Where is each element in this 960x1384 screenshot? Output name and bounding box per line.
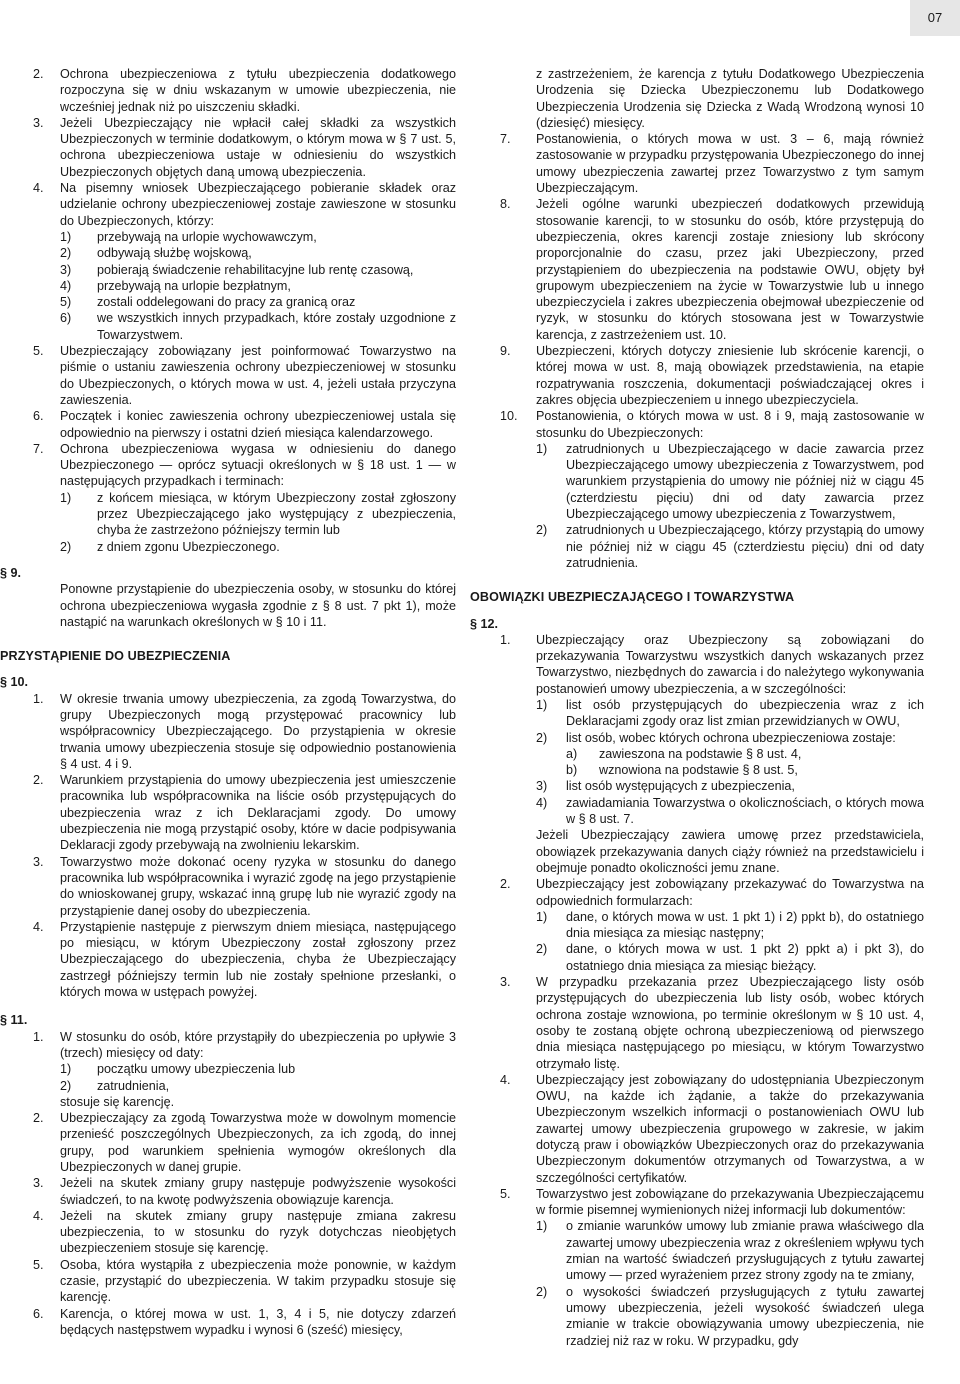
sub-item <box>500 941 924 974</box>
paragraph-item <box>500 974 924 1072</box>
paragraph-item-text: Osoba, która wystąpiła z ubezpieczenia może ponownie, w każdym czasie, przystąpić do ubezpieczenia. W takim przypadku stosuje się karencję. <box>60 1257 456 1305</box>
paragraph-item-text: Ochrona ubezpieczeniowa wygasa w odniesieniu do danego Ubezpieczonego — oprócz sytuacji określonych w § 18 ust. 1 — w następujących przypadkach i terminach: <box>60 441 456 489</box>
sub-item-number: 1) <box>60 490 72 505</box>
paragraph-item <box>500 408 924 441</box>
sub-item <box>8 1078 456 1094</box>
paragraph-item-text: Ubezpieczający jest zobowiązany do udostępniania Ubezpieczonym OWU, na każde ich żądanie, a także do przekazywania Ubezpieczonym wszelkich informacji o postanowieniach OWU lub zawartej umowy ubezpieczenia grupowego w zakresie, w jakim dotyczą praw i obowiązków Ubezpieczonych oraz do przekazywania Ubezpieczonym dokumentów otrzymanych od Towarzystwa, a w szczególności certyfikatów. <box>536 1072 924 1185</box>
paragraph-item <box>8 1110 456 1175</box>
paragraph-item <box>8 1208 456 1257</box>
paragraph-item-text: Ubezpieczający jest zobowiązany przekazywać do Towarzystwa na odpowiednich formularzach: <box>536 877 924 908</box>
paragraph-item <box>8 1029 456 1062</box>
sub-sub-item-text: wznowiona na podstawie § 8 ust. 5, <box>599 763 798 778</box>
sub-item-text: zatrudnionych u Ubezpieczającego w dacie zawarcia przez Ubezpieczającego umowy ubezpieczenia z Towarzystwem, pod warunkiem przystąpienia do umowy nie później niż w ciągu 45 (czterdziestu pięciu) dni od daty zawarcia przez Ubezpieczającego umowy ubezpieczenia z Towarzystwem, <box>566 441 924 522</box>
sub-item-number: 1) <box>536 909 548 924</box>
paragraph-item-text: Jeżeli na skutek zmiany grupy następuje podwyższenie wysokości świadczeń, to na kwotę podwyższenia obowiązuje karencja. <box>60 1176 456 1207</box>
sub-item <box>8 310 456 343</box>
sub-item-number: 4) <box>60 278 72 293</box>
paragraph-item-number: 9. <box>500 344 511 359</box>
paragraph-item-text: Jeżeli na skutek zmiany grupy następuje zmiana zakresu ubezpieczenia, to w stosunku do ryzyk dotychczas nieobjętych ubezpieczeniem stosuje się karencję. <box>60 1208 456 1256</box>
sub-item-text: z końcem miesiąca, w którym Ubezpieczony został zgłoszony przez Ubezpieczającego jako występujący z ubezpieczenia, chyba że zastrzeżono późniejszy termin lub <box>97 490 456 538</box>
sub-item-number: 4) <box>536 795 548 810</box>
sub-item-number: 1) <box>536 441 548 456</box>
paragraph-item-number: 4. <box>500 1072 511 1087</box>
paragraph-item <box>500 1072 924 1186</box>
sub-item <box>500 1218 924 1283</box>
paragraph-item-number: 5. <box>33 344 44 359</box>
paragraph-item-text: Postanowienia, o których mowa w ust. 3 – 6, mają również zastosowanie w przypadku przystępowania Ubezpieczonego do innej umowy ubezpieczenia zawartej przez Towarzystwo z tym samym Ubezpieczającym. <box>536 132 924 196</box>
sub-item-number: 5) <box>60 295 72 310</box>
sub-sub-item <box>500 762 924 778</box>
paragraph-item-text: Ubezpieczający zobowiązany jest poinformować Towarzystwo na piśmie o ustaniu zawieszenia ochrony ubezpieczeniowej w stosunku do Ubezpieczonych, o których mowa w ust. 4, jeżeli ustała przyczyna zawieszenia. <box>60 344 456 407</box>
paragraph-item-text: Warunkiem przystąpienia do umowy ubezpieczenia jest umieszczenie pracownika lub współpracownika na liście osób przystępujących do ubezpieczenia wraz z ich Deklaracjami zgody. Do umowy ubezpieczenia nie mogą przystąpić osoby, które w dacie podpisywania Deklaracji zgody przebywają na zwolnieniu lekarskim. <box>60 773 456 853</box>
sub-item-text: zatrudnienia, <box>97 1078 170 1093</box>
paragraph-item <box>500 196 924 343</box>
sub-item-text: o wysokości świadczeń przysługujących z tytułu zawartej umowy ubezpieczenia, jeżeli wysokość świadczeń ulega zmianie w trakcie obowiązywania umowy ubezpieczenia, nie rzadziej niż raz w roku. W przypadku, gdy <box>566 1284 924 1348</box>
paragraph-item-text: Ubezpieczający oraz Ubezpieczony są zobowiązani do przekazywania Towarzystwu wszystkich danych wskazanych przez Towarzystwo, niezbędnych do zawarcia i do należytego wykonywania postanowień umowy ubezpieczenia, a w szczególności: <box>536 632 924 696</box>
paragraph-item-text: Karencja, o której mowa w ust. 1, 3, 4 i 5, nie dotyczy zdarzeń będących następstwem wypadku i wynosi 6 (sześć) miesięcy, <box>60 1306 456 1337</box>
paragraph-tail: stosuje się karencję. <box>60 1094 175 1109</box>
paragraph-item-number: 5. <box>500 1186 511 1201</box>
paragraph-item <box>8 919 456 1000</box>
right-column <box>470 66 924 1349</box>
paragraph-item <box>8 854 456 919</box>
paragraph-item <box>8 1175 456 1208</box>
sub-sub-item-text: zawieszona na podstawie § 8 ust. 4, <box>599 746 802 761</box>
sub-sub-item-number: b) <box>566 763 578 778</box>
page-number: 07 <box>927 10 943 25</box>
paragraph-item <box>8 180 456 229</box>
paragraph-item-number: 2. <box>33 1111 44 1126</box>
sub-item-text: początku umowy ubezpieczenia lub <box>97 1062 296 1077</box>
sub-item-text: odbywają służbę wojskową, <box>97 246 252 261</box>
paragraph-item-number: 10. <box>500 409 518 424</box>
paragraph-item <box>8 1306 456 1339</box>
sub-item <box>500 795 924 828</box>
sub-item <box>500 909 924 942</box>
sub-item-text: list osób, wobec których ochrona ubezpieczeniowa zostaje: <box>566 730 896 745</box>
paragraph-item-number: 5. <box>33 1257 44 1272</box>
paragraph-item-number: 3. <box>33 854 44 869</box>
paragraph-item-number: 4. <box>33 181 44 196</box>
sub-item-number: 3) <box>60 262 72 277</box>
sub-item <box>500 441 924 522</box>
paragraph-item-text: W stosunku do osób, które przystąpiły do ubezpieczenia po upływie 3 (trzech) miesięcy od daty: <box>60 1029 456 1060</box>
sub-item <box>500 697 924 730</box>
paragraph-item-number: 6. <box>33 1306 44 1321</box>
paragraph-item <box>8 772 456 853</box>
section-number-10: § 10. <box>0 675 29 690</box>
paragraph-tail: Jeżeli Ubezpieczający zawiera umowę przez przedstawiciela, obowiązek przekazywania danych ciąży również na przedstawicielu i obejmuje ponadto okoliczności jemu znane. <box>536 828 924 875</box>
sub-sub-item <box>500 746 924 762</box>
paragraph-item-text: Towarzystwo jest zobowiązane do przekazywania Ubezpieczającemu w formie pisemnej wymienionych niżej informacji lub dokumentów: <box>536 1186 924 1218</box>
paragraph-item-text: Ubezpieczający za zgodą Towarzystwa może w dowolnym momencie przenieść poszczególnych Ubezpieczonych, za ich zgodą, do innej grupy, pod warunkiem spełnienia wymogów określonych dla Ubezpieczonych w danej grupie. <box>60 1111 456 1174</box>
paragraph-item <box>500 1186 924 1219</box>
sub-item-text: zawiadamiania Towarzystwa o okolicznościach, o których mowa w § 8 ust. 7. <box>566 795 924 827</box>
paragraph-item-text: Jeżeli Ubezpieczający nie wpłacił całej składki za wszystkich Ubezpieczonych w terminie dodatkowym, o którym mowa w § 7 ust. 5, ochrona ubezpieczeniowa ustaje w odniesieniu do wszystkich Ubezpieczonych objętych daną umową ubezpieczenia. <box>60 115 456 179</box>
sub-item-number: 2) <box>536 730 548 745</box>
paragraph-item-text: W przypadku przekazania przez Ubezpieczającego listy osób przystępujących do ubezpieczenia lub listy osób, wobec których ochrona zostaje wznowiona, po terminie określonym w § 10 ust. 4, osoby te zostaną objęte ochroną ubezpieczeniową od pierwszego dnia miesiąca następującego po miesiącu, w którym Towarzystwo otrzymało listę. <box>536 975 924 1071</box>
paragraph-item <box>8 66 456 115</box>
paragraph-item <box>8 343 456 408</box>
sub-item-number: 2) <box>536 523 548 538</box>
sub-item <box>8 490 456 539</box>
section-heading-join: PRZYSTĄPIENIE DO UBEZPIECZENIA <box>0 649 231 664</box>
paragraph-item-number: 1. <box>33 691 44 706</box>
sub-item-number: 1) <box>536 1219 548 1234</box>
paragraph-item-text: Ochrona ubezpieczeniowa z tytułu ubezpieczenia dodatkowego rozpoczyna się w dniu wskazanym w umowie ubezpieczenia, nie wcześniej jednak niż po uiszczeniu składki. <box>60 67 456 114</box>
sub-sub-item-number: a) <box>566 746 578 761</box>
sub-item-text: zatrudnionych u Ubezpieczającego, którzy przystąpią do umowy nie później niż w ciągu 45 (czterdziestu pięciu) dni od daty zatrudnienia. <box>566 523 924 570</box>
paragraph-item-text: Towarzystwo może dokonać oceny ryzyka w stosunku do danego pracownika lub współpracownika i wyrazić zgodę na jego przystąpienie do wnioskowanej grupy, wskazać inną grupę lub nie wyrazić zgody na przystąpienie danej osoby do ubezpieczenia. <box>60 854 456 918</box>
paragraph-item-number: 6. <box>33 409 44 424</box>
sub-item-number: 2) <box>60 539 72 554</box>
sub-item-text: dane, o których mowa w ust. 1 pkt 2) ppkt a) i pkt 3), do ostatniego dnia miesiąca za miesiąc bieżący. <box>566 942 924 973</box>
paragraph-item-number: 4. <box>33 1208 44 1223</box>
sub-item-text: z dniem zgonu Ubezpieczonego. <box>97 539 280 554</box>
sub-item-number: 1) <box>60 1062 72 1077</box>
paragraph-item-number: 1. <box>33 1029 44 1044</box>
paragraph-item <box>8 691 456 772</box>
paragraph-item-number: 8. <box>500 197 511 212</box>
section-number-9: § 9. <box>0 565 22 580</box>
paragraph-item <box>8 441 456 490</box>
paragraph-item-text: Początek i koniec zawieszenia ochrony ubezpieczeniowej ustala się odpowiednio na pierwszy i ostatni dzień miesiąca kalendarzowego. <box>60 409 456 440</box>
paragraph-item-number: 7. <box>33 441 44 456</box>
sub-item-number: 2) <box>536 942 548 957</box>
paragraph-item-text: W okresie trwania umowy ubezpieczenia, za zgodą Towarzystwa, do grupy Ubezpieczonych mogą przystępować pracownicy lub współpracownicy Ubezpieczającego. Do przystąpienia w okresie trwania umowy ubezpieczenia stosuje się odpowiednio postanowienia § 4 ust. 4 i 9. <box>60 691 456 771</box>
sub-item-text: przebywają na urlopie bezpłatnym, <box>97 278 291 293</box>
sub-item-text: list osób przystępujących do ubezpieczenia wraz z ich Deklaracjami zgody oraz list zmian przewidzianych w OWU, <box>566 697 924 729</box>
sub-item-number: 2) <box>60 1078 72 1093</box>
sub-item <box>8 262 456 278</box>
paragraph-item-text: Ubezpieczeni, których dotyczy zniesienie lub skrócenie karencji, o której mowa w ust. 8, mają obowiązek przedstawienia, na etapie rozpatrywania roszczenia, dokumentacji poświadczającej okres i zakres objęcia ubezpieczeniem u innego ubezpieczyciela. <box>536 344 924 407</box>
sub-item <box>8 1061 456 1077</box>
sub-item-text: pobierają świadczenie rehabilitacyjne lub rentę czasową, <box>97 262 414 277</box>
sub-item-number: 3) <box>536 779 548 794</box>
paragraph-item <box>8 115 456 180</box>
sub-item <box>8 278 456 294</box>
paragraph-item-number: 3. <box>33 115 44 130</box>
paragraph-item-number: 4. <box>33 919 44 934</box>
section-number-12: § 12. <box>470 616 499 631</box>
paragraph-item-number: 2. <box>33 773 44 788</box>
sub-item-text: list osób występujących z ubezpieczenia, <box>566 779 795 794</box>
sub-item <box>8 245 456 261</box>
page-number-tab <box>910 0 960 36</box>
left-column <box>0 66 456 1338</box>
sub-item-number: 6) <box>60 311 72 326</box>
paragraph-item-number: 3. <box>33 1176 44 1191</box>
sub-item-number: 1) <box>60 229 72 244</box>
sub-item-number: 1) <box>536 697 548 712</box>
paragraph-item-number: 1. <box>500 632 511 647</box>
sub-item-text: dane, o których mowa w ust. 1 pkt 1) i 2) ppkt b), do ostatniego dnia miesiąca za miesiąc następny; <box>566 909 924 941</box>
sub-item <box>500 730 924 746</box>
paragraph-item <box>8 1257 456 1306</box>
sub-item <box>500 522 924 571</box>
paragraph-item-text: Jeżeli ogólne warunki ubezpieczeń dodatkowych przewidują stosowanie karencji, to w stosunku do osób, które przystępują do ubezpieczenia, okres karencji zostaje zniesiony lub skrócony proporcjonalnie do czasu, przez jaki Ubezpieczony, przed przystąpieniem do ubezpieczenia na podstawie OWU, objęty był grupowym ubezpieczeniem na życie w Towarzystwie lub u innego ubezpieczyciela i zakres ubezpieczenia obejmował ubezpieczenie od ryzyk, w stosunku do których stosowana jest w Towarzystwie karencja, z zastrzeżeniem ust. 10. <box>536 197 924 342</box>
paragraph-item-number: 3. <box>500 975 511 990</box>
sub-item-text: o zmianie warunków umowy lub zmianie prawa właściwego dla zawartej umowy ubezpieczenia wraz z określeniem wpływu tych zmian na wartość świadczeń przysługujących z tytułu zawartej umowy — przed wyrażeniem przez strony zgody na te zmiany, <box>566 1219 924 1283</box>
section-heading-duties: OBOWIĄZKI UBEZPIECZAJĄCEGO I TOWARZYSTWA <box>470 590 795 605</box>
paragraph-item <box>8 408 456 441</box>
paragraph-item-number: 2. <box>500 877 511 892</box>
paragraph-item-text: Postanowienia, o których mowa w ust. 8 i 9, mają zastosowanie w stosunku do Ubezpieczonych: <box>536 409 924 440</box>
paragraph-item-number: 2. <box>33 67 44 81</box>
section-number-11: § 11. <box>0 1013 28 1028</box>
paragraph-item <box>500 632 924 697</box>
sub-item <box>500 1284 924 1349</box>
sub-item <box>8 539 456 555</box>
paragraph-item <box>500 876 924 909</box>
paragraph-item-text: Na pisemny wniosek Ubezpieczającego pobieranie składek oraz udzielanie ochrony ubezpieczeniowej zostaje zawieszone w stosunku do Ubezpieczonych, którzy: <box>60 181 456 228</box>
sub-item <box>8 294 456 310</box>
sub-item-text: we wszystkich innych przypadkach, które zostały uzgodnione z Towarzystwem. <box>97 311 456 342</box>
paragraph-item-number: 7. <box>500 132 511 147</box>
section-9-text: Ponowne przystąpienie do ubezpieczenia osoby, w stosunku do której ochrona ubezpieczeniowa wygasła zgodnie z § 8 ust. 7 pkt 1), może nastąpić na warunkach określonych w § 10 i 11. <box>60 582 456 629</box>
sub-item <box>500 778 924 794</box>
continued-text: z zastrzeżeniem, że karencja z tytułu Dodatkowego Ubezpieczenia Urodzenia się Dziecka Ubezpieczonemu lub Dodatkowego Ubezpieczenia Urodzenia się Dziecka z Wadą Wrodzoną wynosi 10 (dziesięć) miesięcy. <box>536 67 924 130</box>
paragraph-item <box>500 343 924 408</box>
sub-item <box>8 229 456 245</box>
paragraph-item <box>500 131 924 196</box>
sub-item-number: 2) <box>60 246 72 261</box>
sub-item-number: 2) <box>536 1284 548 1299</box>
paragraph-item-text: Przystąpienie następuje z pierwszym dniem miesiąca, następującego po miesiącu, w którym Ubezpieczony został zgłoszony przez Ubezpieczającego do ubezpieczenia, chyba że Ubezpieczający zastrzegł późniejszy termin lub nie zostały spełnione przesłanki, o których mowa w ustępach powyżej. <box>60 919 456 1000</box>
sub-item-text: zostali oddelegowani do pracy za granicą oraz <box>97 295 356 310</box>
sub-item-text: przebywają na urlopie wychowawczym, <box>97 229 317 244</box>
